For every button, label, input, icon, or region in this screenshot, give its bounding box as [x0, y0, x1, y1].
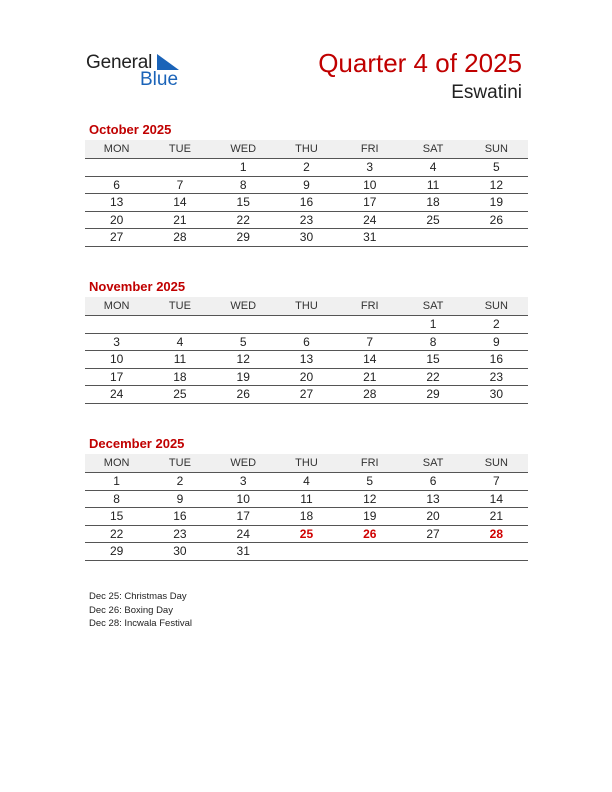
day-cell: 29: [212, 229, 275, 247]
day-cell: 23: [465, 368, 528, 386]
day-cell: [338, 316, 401, 334]
day-cell: 25: [275, 525, 338, 543]
week-row: [85, 525, 528, 543]
day-cell: 16: [148, 508, 211, 526]
day-cell: 18: [275, 508, 338, 526]
day-cell: 12: [338, 490, 401, 508]
day-cell: 9: [148, 490, 211, 508]
day-cell: 8: [212, 176, 275, 194]
day-cell: 21: [465, 508, 528, 526]
day-cell: 24: [85, 386, 148, 404]
day-cell: 30: [465, 386, 528, 404]
weekday-header: SUN: [465, 454, 528, 473]
day-cell: 3: [338, 159, 401, 177]
weekday-header: SUN: [465, 140, 528, 159]
day-cell: 1: [401, 316, 464, 334]
holiday-note: Dec 25: Christmas Day: [89, 591, 187, 602]
day-cell: 31: [338, 229, 401, 247]
day-cell: 19: [338, 508, 401, 526]
weekday-header: THU: [275, 297, 338, 316]
day-cell: 29: [401, 386, 464, 404]
logo-triangle-icon: [157, 54, 179, 70]
day-cell: 20: [85, 211, 148, 229]
day-cell: 22: [85, 525, 148, 543]
day-cell: 14: [465, 490, 528, 508]
day-cell: 11: [401, 176, 464, 194]
weekday-header: WED: [212, 454, 275, 473]
day-cell: 11: [275, 490, 338, 508]
day-cell: 24: [212, 525, 275, 543]
weekday-header: MON: [85, 140, 148, 159]
day-cell: 2: [465, 316, 528, 334]
day-cell: 22: [212, 211, 275, 229]
day-cell: [338, 543, 401, 561]
day-cell: 23: [275, 211, 338, 229]
week-row: [85, 194, 528, 212]
day-cell: 5: [338, 473, 401, 491]
weekday-header: SAT: [401, 140, 464, 159]
day-cell: 14: [148, 194, 211, 212]
day-cell: 10: [338, 176, 401, 194]
day-cell: [275, 316, 338, 334]
week-row: [85, 508, 528, 526]
day-cell: 25: [148, 386, 211, 404]
weekday-header: MON: [85, 454, 148, 473]
day-cell: 19: [212, 368, 275, 386]
weekday-header: FRI: [338, 140, 401, 159]
weekday-header: FRI: [338, 454, 401, 473]
week-row: [85, 473, 528, 491]
holiday-notes: [89, 590, 192, 631]
day-cell: 9: [275, 176, 338, 194]
logo-general-text: General: [86, 52, 153, 73]
page-title: Quarter 4 of 2025: [318, 48, 522, 78]
day-cell: 7: [148, 176, 211, 194]
week-row: [85, 351, 528, 369]
day-cell: 25: [401, 211, 464, 229]
calendar-table: [85, 454, 528, 561]
day-cell: 21: [148, 211, 211, 229]
calendar-table: [85, 140, 528, 247]
day-cell: 4: [401, 159, 464, 177]
month-title: October 2025: [89, 122, 172, 137]
day-cell: 18: [148, 368, 211, 386]
day-cell: [85, 316, 148, 334]
weekday-header: SAT: [401, 297, 464, 316]
day-cell: 13: [85, 194, 148, 212]
day-cell: 16: [275, 194, 338, 212]
day-cell: 12: [212, 351, 275, 369]
day-cell: [465, 543, 528, 561]
day-cell: 24: [338, 211, 401, 229]
day-cell: 4: [148, 333, 211, 351]
holiday-note: Dec 26: Boxing Day: [89, 604, 173, 616]
day-cell: 27: [401, 525, 464, 543]
week-row: [85, 211, 528, 229]
day-cell: 15: [212, 194, 275, 212]
weekday-header: THU: [275, 454, 338, 473]
day-cell: 17: [85, 368, 148, 386]
day-cell: [85, 159, 148, 177]
day-cell: 20: [401, 508, 464, 526]
day-cell: 26: [212, 386, 275, 404]
day-cell: [465, 229, 528, 247]
day-cell: 15: [85, 508, 148, 526]
weekday-header: FRI: [338, 297, 401, 316]
day-cell: 28: [338, 386, 401, 404]
week-row: [85, 159, 528, 177]
weekday-header: TUE: [148, 297, 211, 316]
day-cell: 21: [338, 368, 401, 386]
weekday-header-row: [85, 297, 528, 316]
weekday-header-row: [85, 454, 528, 473]
day-cell: 29: [85, 543, 148, 561]
day-cell: [148, 159, 211, 177]
day-cell: 30: [275, 229, 338, 247]
day-cell: 26: [338, 525, 401, 543]
day-cell: 12: [465, 176, 528, 194]
day-cell: 5: [465, 159, 528, 177]
weekday-header: SUN: [465, 297, 528, 316]
weekday-header: MON: [85, 297, 148, 316]
month-title: December 2025: [89, 436, 185, 451]
day-cell: 6: [401, 473, 464, 491]
day-cell: 27: [275, 386, 338, 404]
day-cell: 27: [85, 229, 148, 247]
weekday-header: WED: [212, 297, 275, 316]
day-cell: 8: [85, 490, 148, 508]
day-cell: 4: [275, 473, 338, 491]
day-cell: [275, 543, 338, 561]
week-row: [85, 176, 528, 194]
day-cell: 19: [465, 194, 528, 212]
day-cell: 14: [338, 351, 401, 369]
day-cell: 30: [148, 543, 211, 561]
weekday-header: TUE: [148, 454, 211, 473]
day-cell: 31: [212, 543, 275, 561]
week-row: [85, 543, 528, 561]
logo-blue-text: Blue: [140, 69, 179, 90]
day-cell: 11: [148, 351, 211, 369]
weekday-header: SAT: [401, 454, 464, 473]
day-cell: 28: [148, 229, 211, 247]
weekday-header: THU: [275, 140, 338, 159]
day-cell: [212, 316, 275, 334]
day-cell: 7: [465, 473, 528, 491]
day-cell: 5: [212, 333, 275, 351]
day-cell: 10: [212, 490, 275, 508]
day-cell: [148, 316, 211, 334]
day-cell: 2: [148, 473, 211, 491]
day-cell: 10: [85, 351, 148, 369]
day-cell: [401, 229, 464, 247]
holiday-note: Dec 28: Incwala Festival: [89, 618, 192, 629]
week-row: [85, 368, 528, 386]
day-cell: 13: [401, 490, 464, 508]
day-cell: 20: [275, 368, 338, 386]
logo: [86, 52, 196, 92]
calendar-table: [85, 297, 528, 404]
day-cell: 2: [275, 159, 338, 177]
day-cell: 1: [212, 159, 275, 177]
day-cell: 13: [275, 351, 338, 369]
day-cell: 3: [212, 473, 275, 491]
day-cell: 28: [465, 525, 528, 543]
day-cell: 22: [401, 368, 464, 386]
weekday-header-row: [85, 140, 528, 159]
country-name: Eswatini: [451, 82, 522, 103]
day-cell: 15: [401, 351, 464, 369]
day-cell: 9: [465, 333, 528, 351]
day-cell: 7: [338, 333, 401, 351]
month-october: [85, 122, 528, 247]
week-row: [85, 316, 528, 334]
day-cell: 17: [212, 508, 275, 526]
day-cell: 8: [401, 333, 464, 351]
month-title: November 2025: [89, 279, 186, 294]
week-row: [85, 386, 528, 404]
week-row: [85, 333, 528, 351]
week-row: [85, 229, 528, 247]
day-cell: 1: [85, 473, 148, 491]
day-cell: 18: [401, 194, 464, 212]
weekday-header: WED: [212, 140, 275, 159]
weekday-header: TUE: [148, 140, 211, 159]
day-cell: 16: [465, 351, 528, 369]
day-cell: 6: [275, 333, 338, 351]
week-row: [85, 490, 528, 508]
day-cell: 26: [465, 211, 528, 229]
day-cell: 3: [85, 333, 148, 351]
day-cell: 17: [338, 194, 401, 212]
day-cell: 6: [85, 176, 148, 194]
month-november: [85, 279, 528, 404]
month-december: [85, 436, 528, 561]
day-cell: [401, 543, 464, 561]
day-cell: 23: [148, 525, 211, 543]
